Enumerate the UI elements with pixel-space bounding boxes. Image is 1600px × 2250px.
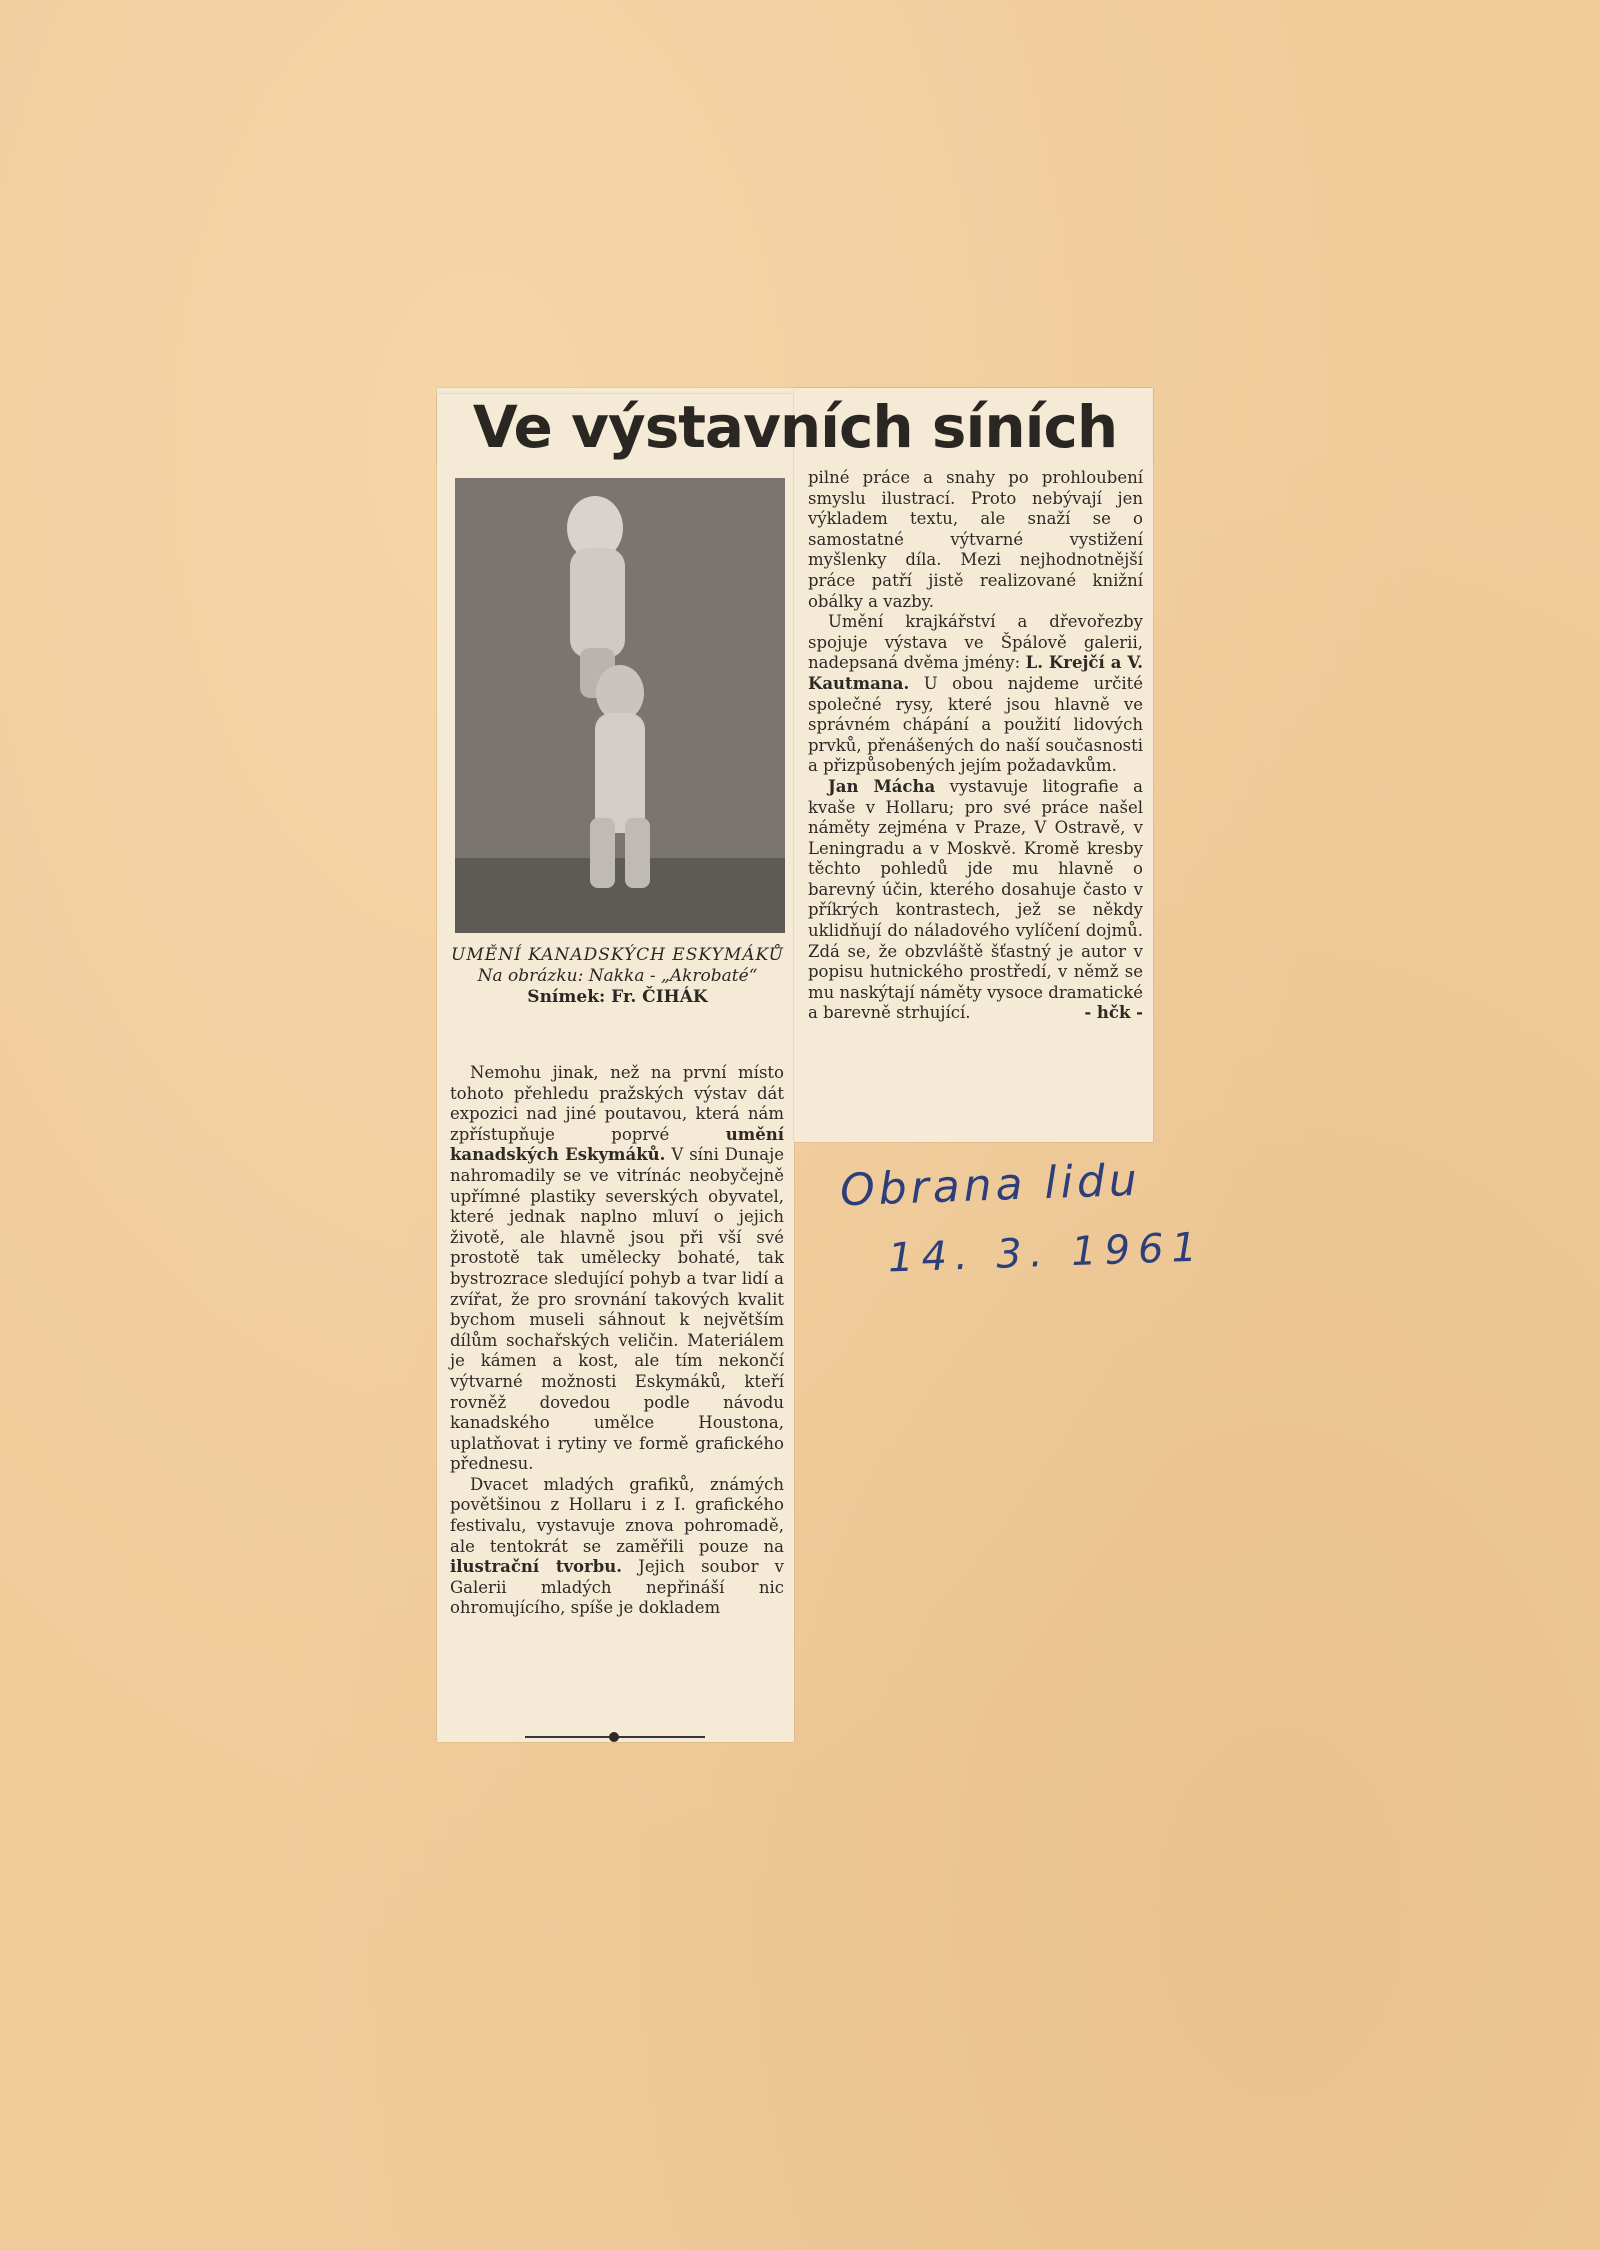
photo-credit: Snímek: Fr. ČIHÁK — [527, 987, 708, 1007]
paragraph-eskimo-art: Nemohu jinak, než na první místo tohoto přehledu pražských výstav dát expozici nad jiné poutavou, která nám zpřístupňuje poprvé umění kanadských Eskymáků. V síni Dunaje nahromadily se ve vitrínác neobyčejně upřímné plastiky severských obyvatel, které jednak naplno mluví o jejich životě, ale hlavně jsou při vší své prostotě tak umělecky bohaté, tak bystrozrace sledující pohyb a tvar lidí a zvířat, že pro srovnání takových kvalit bychom museli sáhnout k největším dílům sochařských veličin. Materiálem je kámen a kost, ale tím nekončí výtvarné možnosti Eskymáků, kteří rovněž dovedou podle návodu kanadského umělce Houstona, uplatňovat i rytiny ve formě grafického přednesu. — [450, 1063, 785, 1474]
author-signature: - hčk - — [1084, 1003, 1143, 1023]
article-headline: Ve výstavních síních — [472, 393, 1118, 461]
paragraph-lace-woodcut: Umění krajkářství a dřevořezby spojuje výstava ve Špálově galerii, nadepsaná dvěma jmény: L. Krejčí a V. Kautmana. U obou najdeme určité společné rysy, které jsou hlavně ve správném chápání a použití lidových prvků, přenášených do naší současnosti a přizpůsobených jejím požadavkům. — [808, 612, 1143, 776]
divider-ornament — [609, 1732, 619, 1742]
caption-title: UMĚNÍ KANADSKÝCH ESKYMÁKŮ — [451, 945, 784, 965]
article-column-left — [450, 1063, 784, 1619]
handwritten-date: 14. 3. 1961 — [887, 1224, 1206, 1282]
eskimo-sculpture-photo — [455, 478, 785, 933]
handwritten-source: Obrana lidu — [839, 1154, 1142, 1217]
paragraph-illustration-continued: pilné práce a snahy po prohloubení smyslu ilustrací. Proto nebývají jen výkladem textu, ale snaží se o samostatné výtvarné vystižení myšlenky díla. Mezi nejhodnotnější práce patří jistě realizované knižní obálky a vazby. — [808, 468, 1143, 611]
photo-caption — [450, 945, 785, 1008]
paragraph-jan-macha: Jan Mácha vystavuje litografie a kvaše v Hollaru; pro své práce našel náměty zejména v Praze, V Ostravě, v Leningradu a v Moskvě. Kromě kresby těchto pohledů jde mu hlavně o barevný účin, kterého dosahuje často v příkrých kontrastech, jež se někdy uklidňují do náladového vylíčení dojmů. Zdá se, že obzvláště šťastný je autor v popisu hutnického prostředí, v němž se mu naskýtají náměty vysoce dramatické a barevně strhující. - hčk - — [808, 776, 1143, 1023]
article-column-right — [808, 468, 1143, 1024]
caption-description: Na obrázku: Nakka - „Akrobaté“ — [477, 966, 758, 986]
paragraph-young-graphics: Dvacet mladých grafiků, známých povětšinou z Hollaru i z I. grafického festivalu, vystavuje znova pohromadě, ale tentokrát se zaměřili pouze na ilustrační tvorbu. Jejich soubor v Galerii mladých nepřináší nic ohromujícího, spíše je dokladem — [450, 1474, 784, 1618]
